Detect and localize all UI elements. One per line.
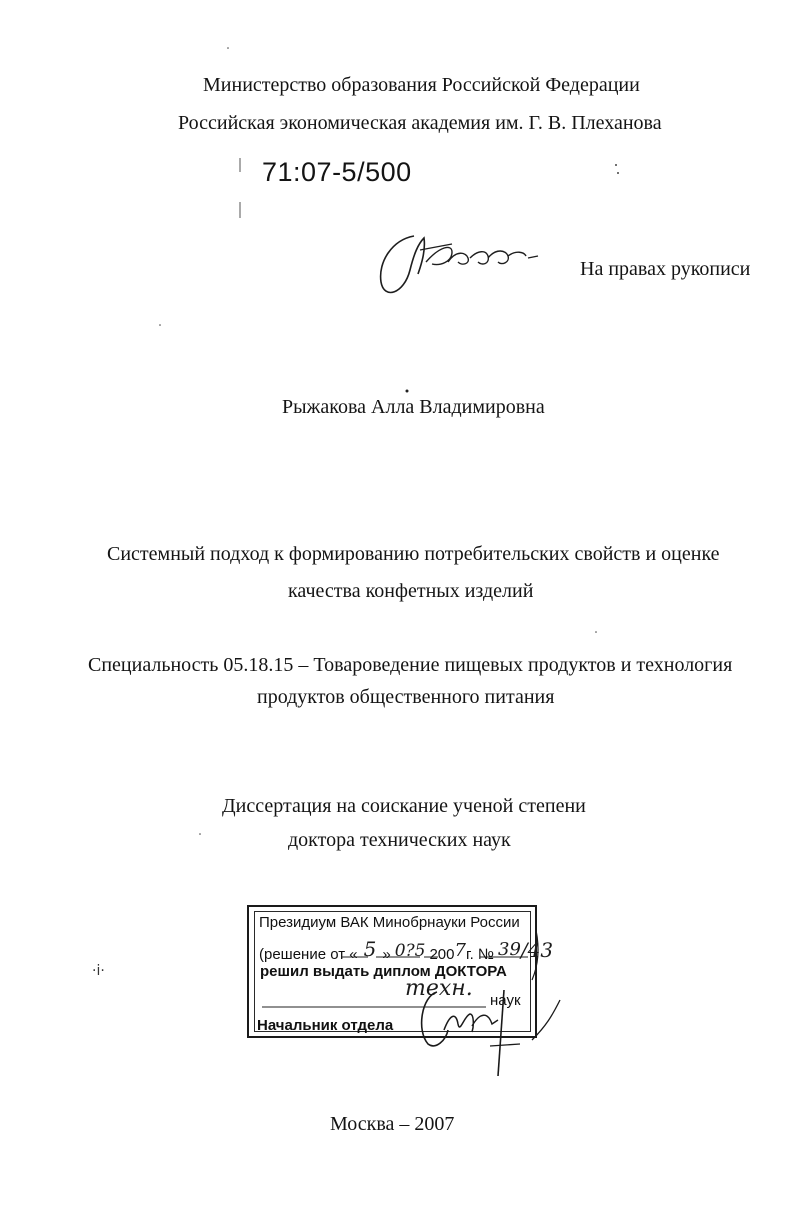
stamp-decision-year-prefix: 200 [429, 946, 455, 963]
stamp-decision-year-digit: 7 [454, 940, 466, 961]
stamp-decision-mid: » [382, 946, 391, 963]
stamp-line-presidium: Президиум ВАК Минобрнауки России [259, 914, 520, 931]
stamp-decision-prefix: (решение от « [259, 946, 358, 963]
author-name: Рыжакова Алла Владимировна [282, 396, 545, 418]
manuscript-rights-note: На правах рукописи [580, 258, 751, 280]
stamp-line-head-of-dept: Начальник отдела [257, 1017, 394, 1034]
academy-name: Российская экономическая академия им. Г. В. Плеханова [178, 112, 662, 134]
dissertation-degree-line-2: доктора технических наук [288, 829, 511, 851]
stamp-line-science-suffix: наук [490, 992, 521, 1009]
stamp-line-award: решил выдать диплом ДОКТОРА [260, 963, 507, 980]
stamp-decision-day: 5 [363, 937, 377, 961]
stamp-decision-number: 39 [498, 939, 521, 960]
catalog-code: 71:07-5/500 [262, 157, 412, 187]
dissertation-degree-line-1: Диссертация на соискание ученой степени [222, 795, 586, 817]
stamp-handwritten-field: техн. [405, 976, 473, 1001]
city-year: Москва – 2007 [330, 1113, 455, 1135]
ministry-name: Министерство образования Российской Федерации [203, 74, 640, 96]
stamp-decision-number-label: г. № [465, 946, 495, 963]
stamp-decision-suffix: /43 [520, 938, 554, 962]
thesis-title-line-2: качества конфетных изделий [288, 580, 534, 602]
stamp-decision-month: 0?5 [394, 941, 426, 961]
specialty-line-2: продуктов общественного питания [257, 686, 555, 708]
thesis-title-line-1: Системный подход к формированию потребительских свойств и оценке [107, 543, 720, 565]
svg-text:·i·: ·i· [92, 963, 105, 979]
specialty-line-1: Специальность 05.18.15 – Товароведение пищевых продуктов и технология [88, 654, 733, 676]
